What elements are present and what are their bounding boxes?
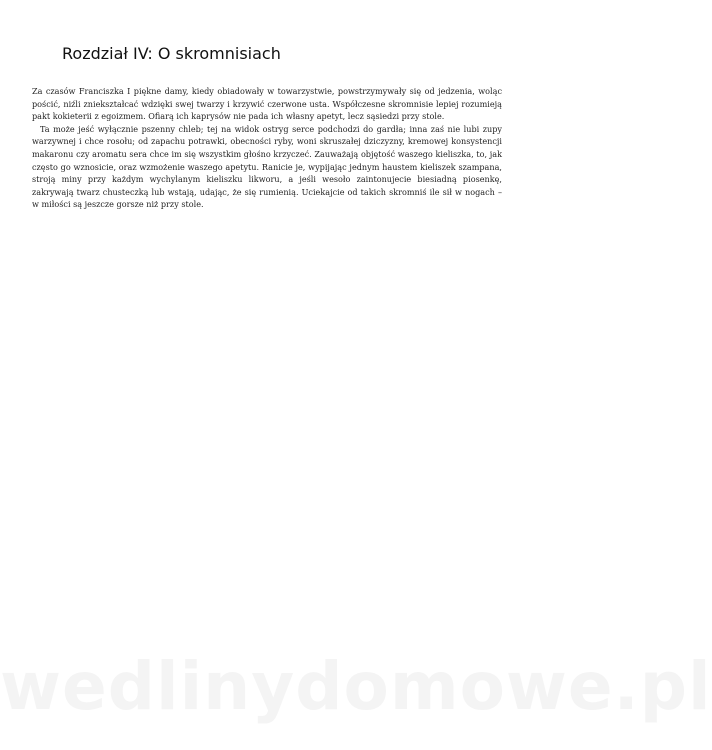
- paragraph-1: Za czasów Franciszka I piękne damy, kiedy obiadowały w towarzystwie, powstrzymywały się od jedzenia, woląc pościć, niźli zniekształcać wdzięki swej twarzy i krzywić czerwone usta. Współczesne skromnisie lepiej rozumieją pakt kokieterii z egoizmem. Ofiarą ich kaprysów nie pada ich własny apetyt, lecz sąsiedzi przy stole.: [32, 86, 502, 122]
- paragraph-2: Ta może jeść wyłącznie pszenny chleb; tej na widok ostryg serce podchodzi do gardła; inna zaś nie lubi zupy warzywnej i chce rosołu; od zapachu potrawki, obecności ryby, woni skruszałej dziczyzny, kremowej konsystencji makaronu czy aromatu sera chce im się wszystkim głośno krzyczeć. Zauważają objętość waszego kieliszka, to, jak często go wznosicie, oraz wzmożenie waszego apetytu. Ranicie je, wypijając jednym haustem kieliszek szampana, stroją miny przy każdym wychylanym kieliszku likworu, a jeśli wesoło zaintonujecie biesiadną piosenkę, zakrywają twarz chusteczką lub wstają, udając, że się rumienią. Uciekajcie od takich skromniś ile sił w nogach – w miłości są jeszcze gorsze niż przy stole.: [32, 123, 502, 210]
- chapter-body: [32, 85, 502, 211]
- watermark-logo: wedlinydomowe.pl: [0, 648, 712, 725]
- chapter-title: Rozdział IV: O skromnisiach: [62, 44, 281, 63]
